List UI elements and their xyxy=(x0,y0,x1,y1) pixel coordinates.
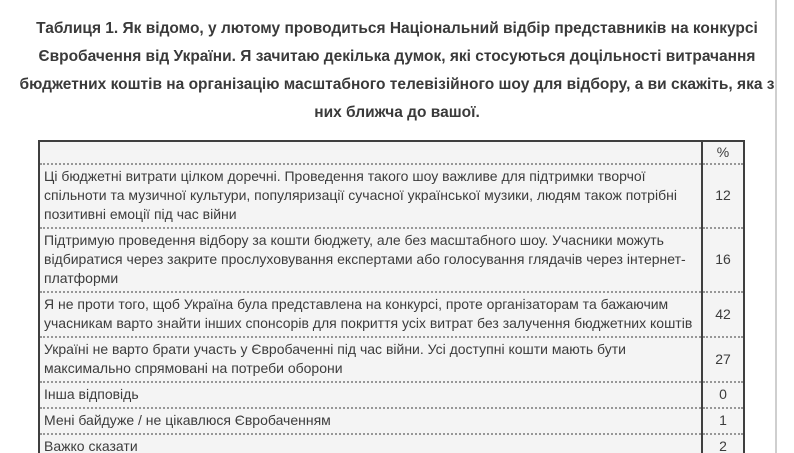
statement-cell: Важко сказати xyxy=(39,434,702,453)
percent-cell: 2 xyxy=(702,434,744,453)
percent-cell: 42 xyxy=(702,292,744,337)
table-row xyxy=(39,164,744,228)
table-header-row xyxy=(39,141,744,164)
table-row xyxy=(39,434,744,453)
table-caption: Таблиця 1. Як відомо, у лютому проводиться Національний відбір представників на конкурсі Євробачення від України. Я зачитаю декілька думок, які стосуються доцільності витрачання бюджетних коштів на організацію масштабного телевізійного шоу для відбору, а ви скажіть, яка з них ближча до вашої. xyxy=(19,20,775,121)
page-edge-divider xyxy=(775,0,777,453)
statement-cell: Підтримую проведення відбору за кошти бюджету, але без масштабного шоу. Учасники можуть відбиратися через закрите прослуховування експертами або голосування глядачів через інтернет-платформи xyxy=(39,228,702,292)
table-row xyxy=(39,382,744,408)
statement-cell: Я не проти того, щоб Україна була представлена на конкурсі, проте організаторам та бажаючим учасникам варто знайти інших спонсорів для покриття усіх витрат без залучення бюджетних коштів xyxy=(39,292,702,337)
statement-cell: Інша відповідь xyxy=(39,382,702,408)
column-header-percent: % xyxy=(702,141,744,164)
table-row xyxy=(39,408,744,434)
percent-cell: 16 xyxy=(702,228,744,292)
percent-cell: 12 xyxy=(702,164,744,228)
percent-cell: 27 xyxy=(702,337,744,382)
table-row xyxy=(39,228,744,292)
statement-cell: Ці бюджетні витрати цілком доречні. Проведення такого шоу важливе для підтримки творчої спільноти та музичної культури, популяризації сучасної української музики, людям також потрібні позитивні емоції під час війни xyxy=(39,164,702,228)
statement-cell: Україні не варто брати участь у Євробаченні під час війни. Усі доступні кошти мають бути максимально спрямовані на потреби оборони xyxy=(39,337,702,382)
statement-cell: Мені байдуже / не цікавлюся Євробаченням xyxy=(39,408,702,434)
table-row xyxy=(39,337,744,382)
percent-cell: 1 xyxy=(702,408,744,434)
percent-cell: 0 xyxy=(702,382,744,408)
column-header-statement xyxy=(39,141,702,164)
results-table xyxy=(38,140,745,453)
table-row xyxy=(39,292,744,337)
